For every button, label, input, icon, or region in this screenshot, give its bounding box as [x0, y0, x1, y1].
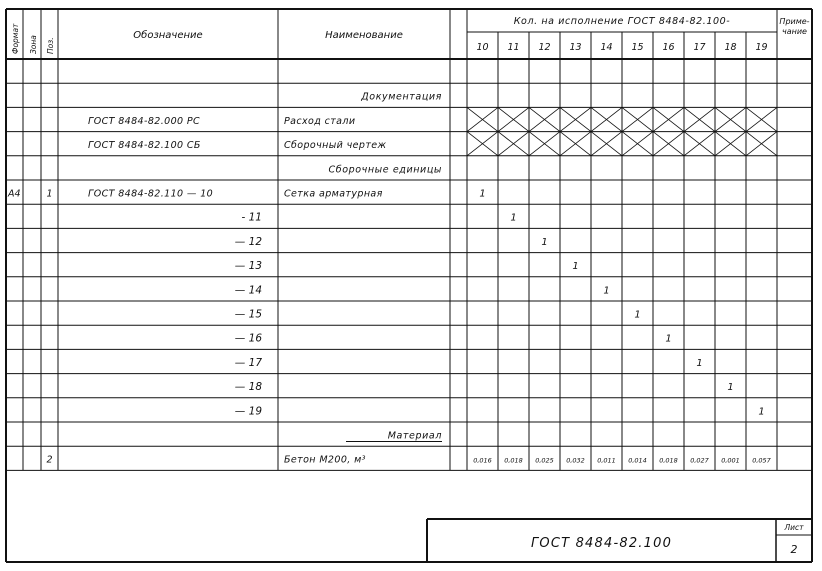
- header-variant: 19: [755, 42, 768, 53]
- row-qty: 0,011: [597, 456, 616, 465]
- row-designation: ГОСТ 8484-82.000 РС: [88, 115, 201, 127]
- row-format: А4: [8, 188, 21, 200]
- row-qty: 1: [634, 309, 641, 321]
- row-designation: — 17: [234, 356, 262, 369]
- row-qty: 0,018: [659, 456, 678, 465]
- row-qty: 1: [479, 188, 486, 200]
- row-qty: 1: [696, 357, 703, 369]
- row-qty: 0,014: [628, 456, 647, 465]
- row-qty: 1: [603, 285, 610, 297]
- row-name: Расход стали: [284, 115, 356, 127]
- header-variant: 18: [724, 42, 737, 53]
- row-pos: 1: [46, 188, 53, 200]
- header-format: Формат: [11, 23, 20, 54]
- header-variant: 12: [538, 42, 551, 53]
- row-name: Сборочный чертеж: [284, 140, 387, 152]
- header-note-line: чание: [782, 27, 807, 36]
- title-block: [427, 519, 812, 562]
- row-qty: 0,018: [504, 456, 523, 465]
- row-designation: ГОСТ 8484-82.100 СБ: [88, 140, 201, 152]
- row-qty: 1: [510, 212, 517, 224]
- row-designation: — 18: [234, 381, 262, 394]
- row-name: Сетка арматурная: [284, 188, 383, 200]
- row-qty: 0,057: [752, 456, 771, 465]
- row-qty: 1: [665, 333, 672, 345]
- row-designation: — 19: [234, 405, 262, 418]
- header-zone: Зона: [29, 35, 38, 54]
- header-variant: 15: [631, 42, 644, 53]
- header-variant: 11: [507, 42, 520, 53]
- header-designation: Обозначение: [133, 30, 203, 41]
- row-qty: 0,016: [473, 456, 492, 465]
- header-note-line: Приме-: [779, 17, 810, 26]
- row-name: Бетон М200, м³: [284, 454, 366, 466]
- row-qty: 1: [758, 406, 765, 418]
- row-designation: ГОСТ 8484-82.110 — 10: [88, 188, 214, 200]
- row-section-title: Документация: [361, 91, 442, 103]
- header-variant: 14: [600, 42, 613, 53]
- row-designation: — 16: [234, 332, 262, 345]
- row-qty: 0,001: [721, 456, 740, 465]
- stamp-document: ГОСТ 8484-82.100: [530, 536, 673, 551]
- header-variant: 16: [662, 42, 675, 53]
- row-section-title: Материал: [387, 430, 442, 442]
- stamp-sheet-number: 2: [790, 543, 798, 556]
- row-designation: — 13: [234, 260, 262, 273]
- row-designation: — 14: [234, 284, 262, 297]
- row-designation: - 11: [241, 211, 262, 224]
- row-qty: 1: [541, 236, 548, 248]
- row-qty: 0,027: [690, 456, 709, 465]
- header-variant: 17: [693, 42, 706, 53]
- header-variant: 10: [476, 42, 489, 53]
- header-name: Наименование: [325, 30, 403, 41]
- row-qty: 1: [727, 382, 734, 394]
- header-qty: Кол. на исполнение ГОСТ 8484-82.100-: [513, 16, 731, 27]
- stamp-sheet-label: Лист: [784, 523, 804, 532]
- row-qty: 0,025: [535, 456, 554, 465]
- row-designation: — 15: [234, 308, 262, 321]
- row-pos: 2: [46, 454, 53, 466]
- row-designation: — 12: [234, 235, 262, 248]
- header-pos: Поз.: [46, 37, 55, 54]
- row-qty: 0,032: [566, 456, 585, 465]
- row-section-title: Сборочные единицы: [328, 164, 442, 176]
- header-variant: 13: [569, 42, 582, 53]
- row-qty: 1: [572, 261, 579, 273]
- header-note: [779, 17, 809, 36]
